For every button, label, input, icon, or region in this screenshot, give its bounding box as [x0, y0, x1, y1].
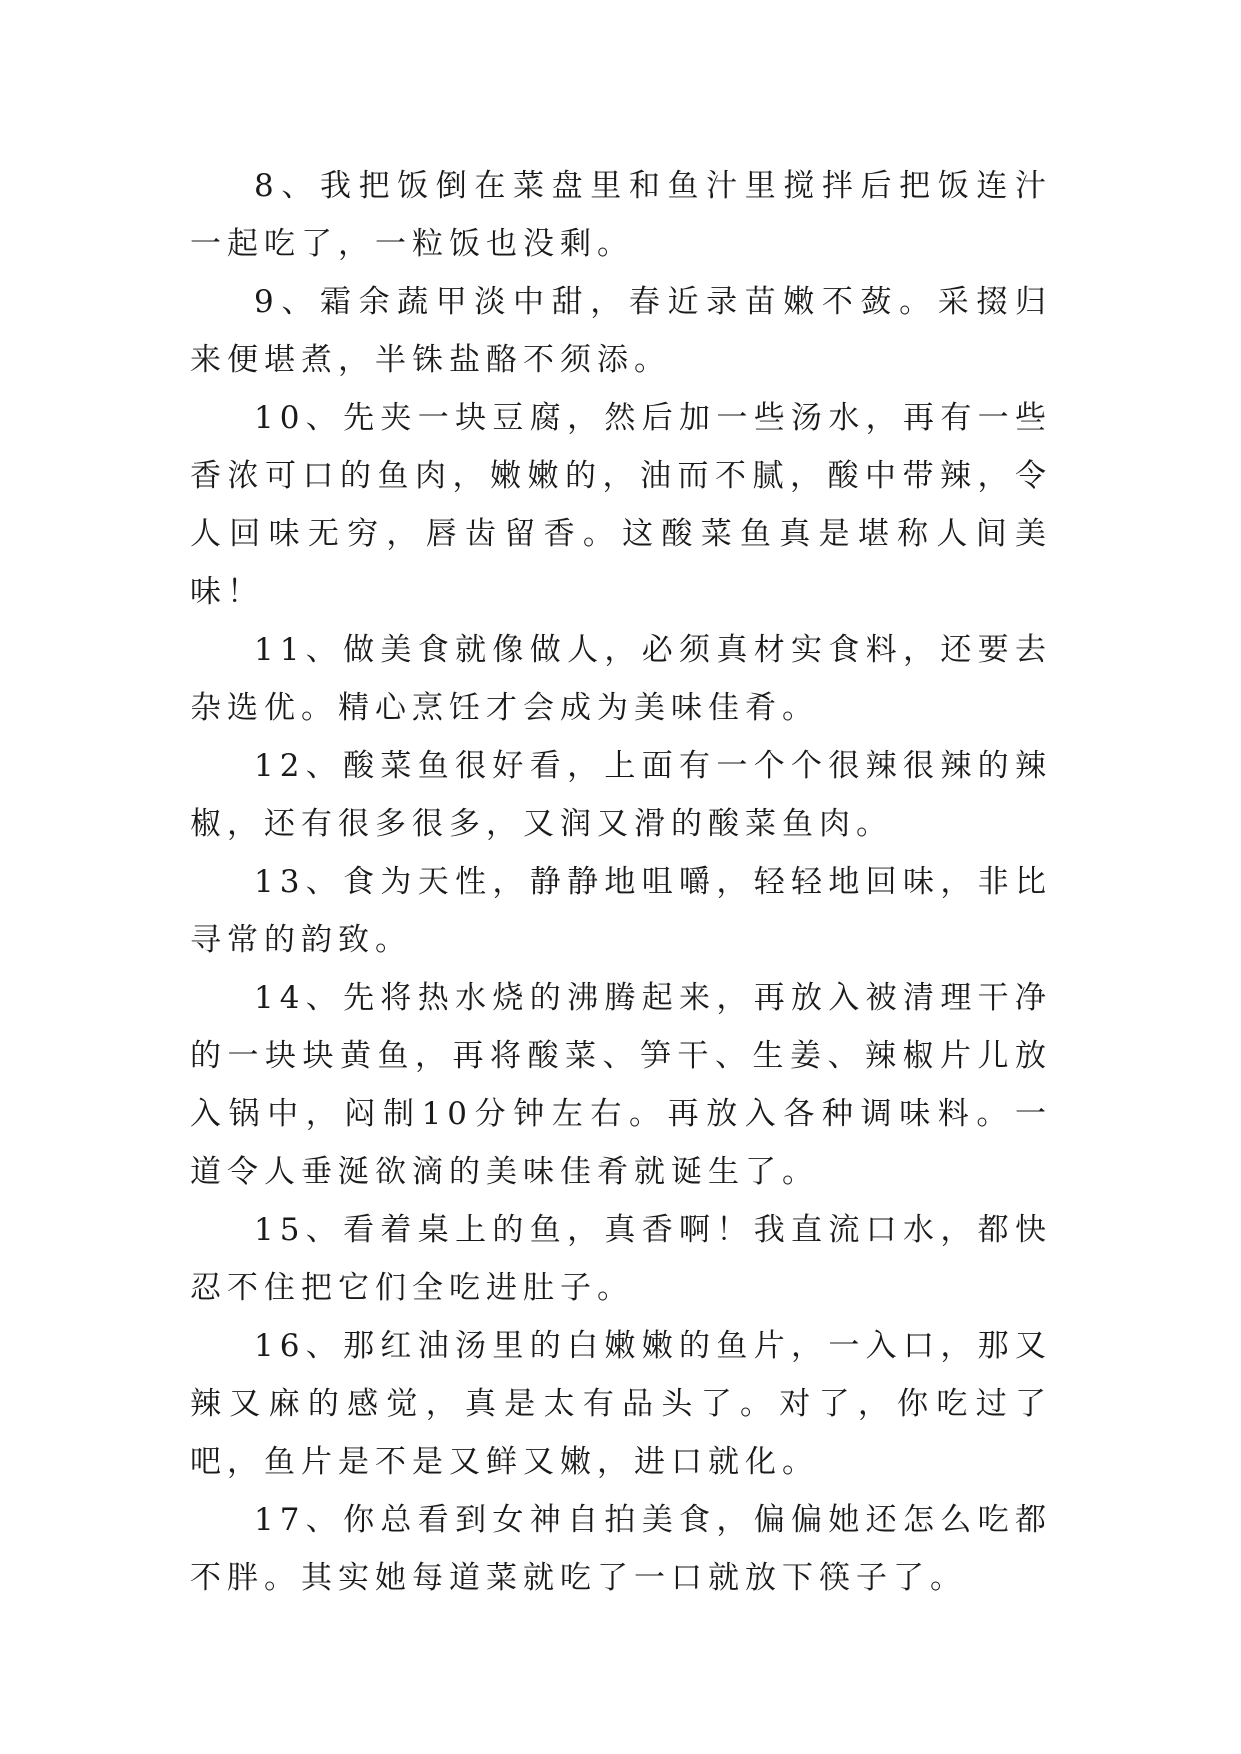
- paragraph-8: 8、我把饭倒在菜盘里和鱼汁里搅拌后把饭连汁一起吃了，一粒饭也没剩。: [190, 168, 1052, 262]
- paragraph-10: 10、先夹一块豆腐，然后加一些汤水，再有一些香浓可口的鱼肉，嫩嫩的，油而不腻，酸中带辣，令人回味无穷，唇齿留香。这酸菜鱼真是堪称人间美味！: [190, 400, 1052, 610]
- paragraph-13: 13、食为天性，静静地咀嚼，轻轻地回味，非比寻常的韵致。: [190, 864, 1052, 958]
- paragraph-15: 15、看着桌上的鱼，真香啊！我直流口水，都快忍不住把它们全吃进肚子。: [190, 1212, 1052, 1306]
- paragraph-16: 16、那红油汤里的白嫩嫩的鱼片，一入口，那又辣又麻的感觉，真是太有品头了。对了，你吃过了吧，鱼片是不是又鲜又嫩，进口就化。: [190, 1328, 1052, 1480]
- paragraph-12: 12、酸菜鱼很好看，上面有一个个很辣很辣的辣椒，还有很多很多，又润又滑的酸菜鱼肉。: [190, 748, 1052, 842]
- paragraph-14: 14、先将热水烧的沸腾起来，再放入被清理干净的一块块黄鱼，再将酸菜、笋干、生姜、辣椒片儿放入锅中，闷制10分钟左右。再放入各种调味料。一道令人垂涎欲滴的美味佳肴就诞生了。: [190, 980, 1052, 1190]
- paragraph-9: 9、霜余蔬甲淡中甜，春近录苗嫩不蔹。采掇归来便堪煮，半铢盐酪不须添。: [190, 284, 1052, 378]
- document-body: [190, 157, 1052, 1607]
- paragraph-11: 11、做美食就像做人，必须真材实食料，还要去杂选优。精心烹饪才会成为美味佳肴。: [190, 632, 1052, 726]
- paragraph-17: 17、你总看到女神自拍美食，偏偏她还怎么吃都不胖。其实她每道菜就吃了一口就放下筷子了。: [190, 1502, 1052, 1596]
